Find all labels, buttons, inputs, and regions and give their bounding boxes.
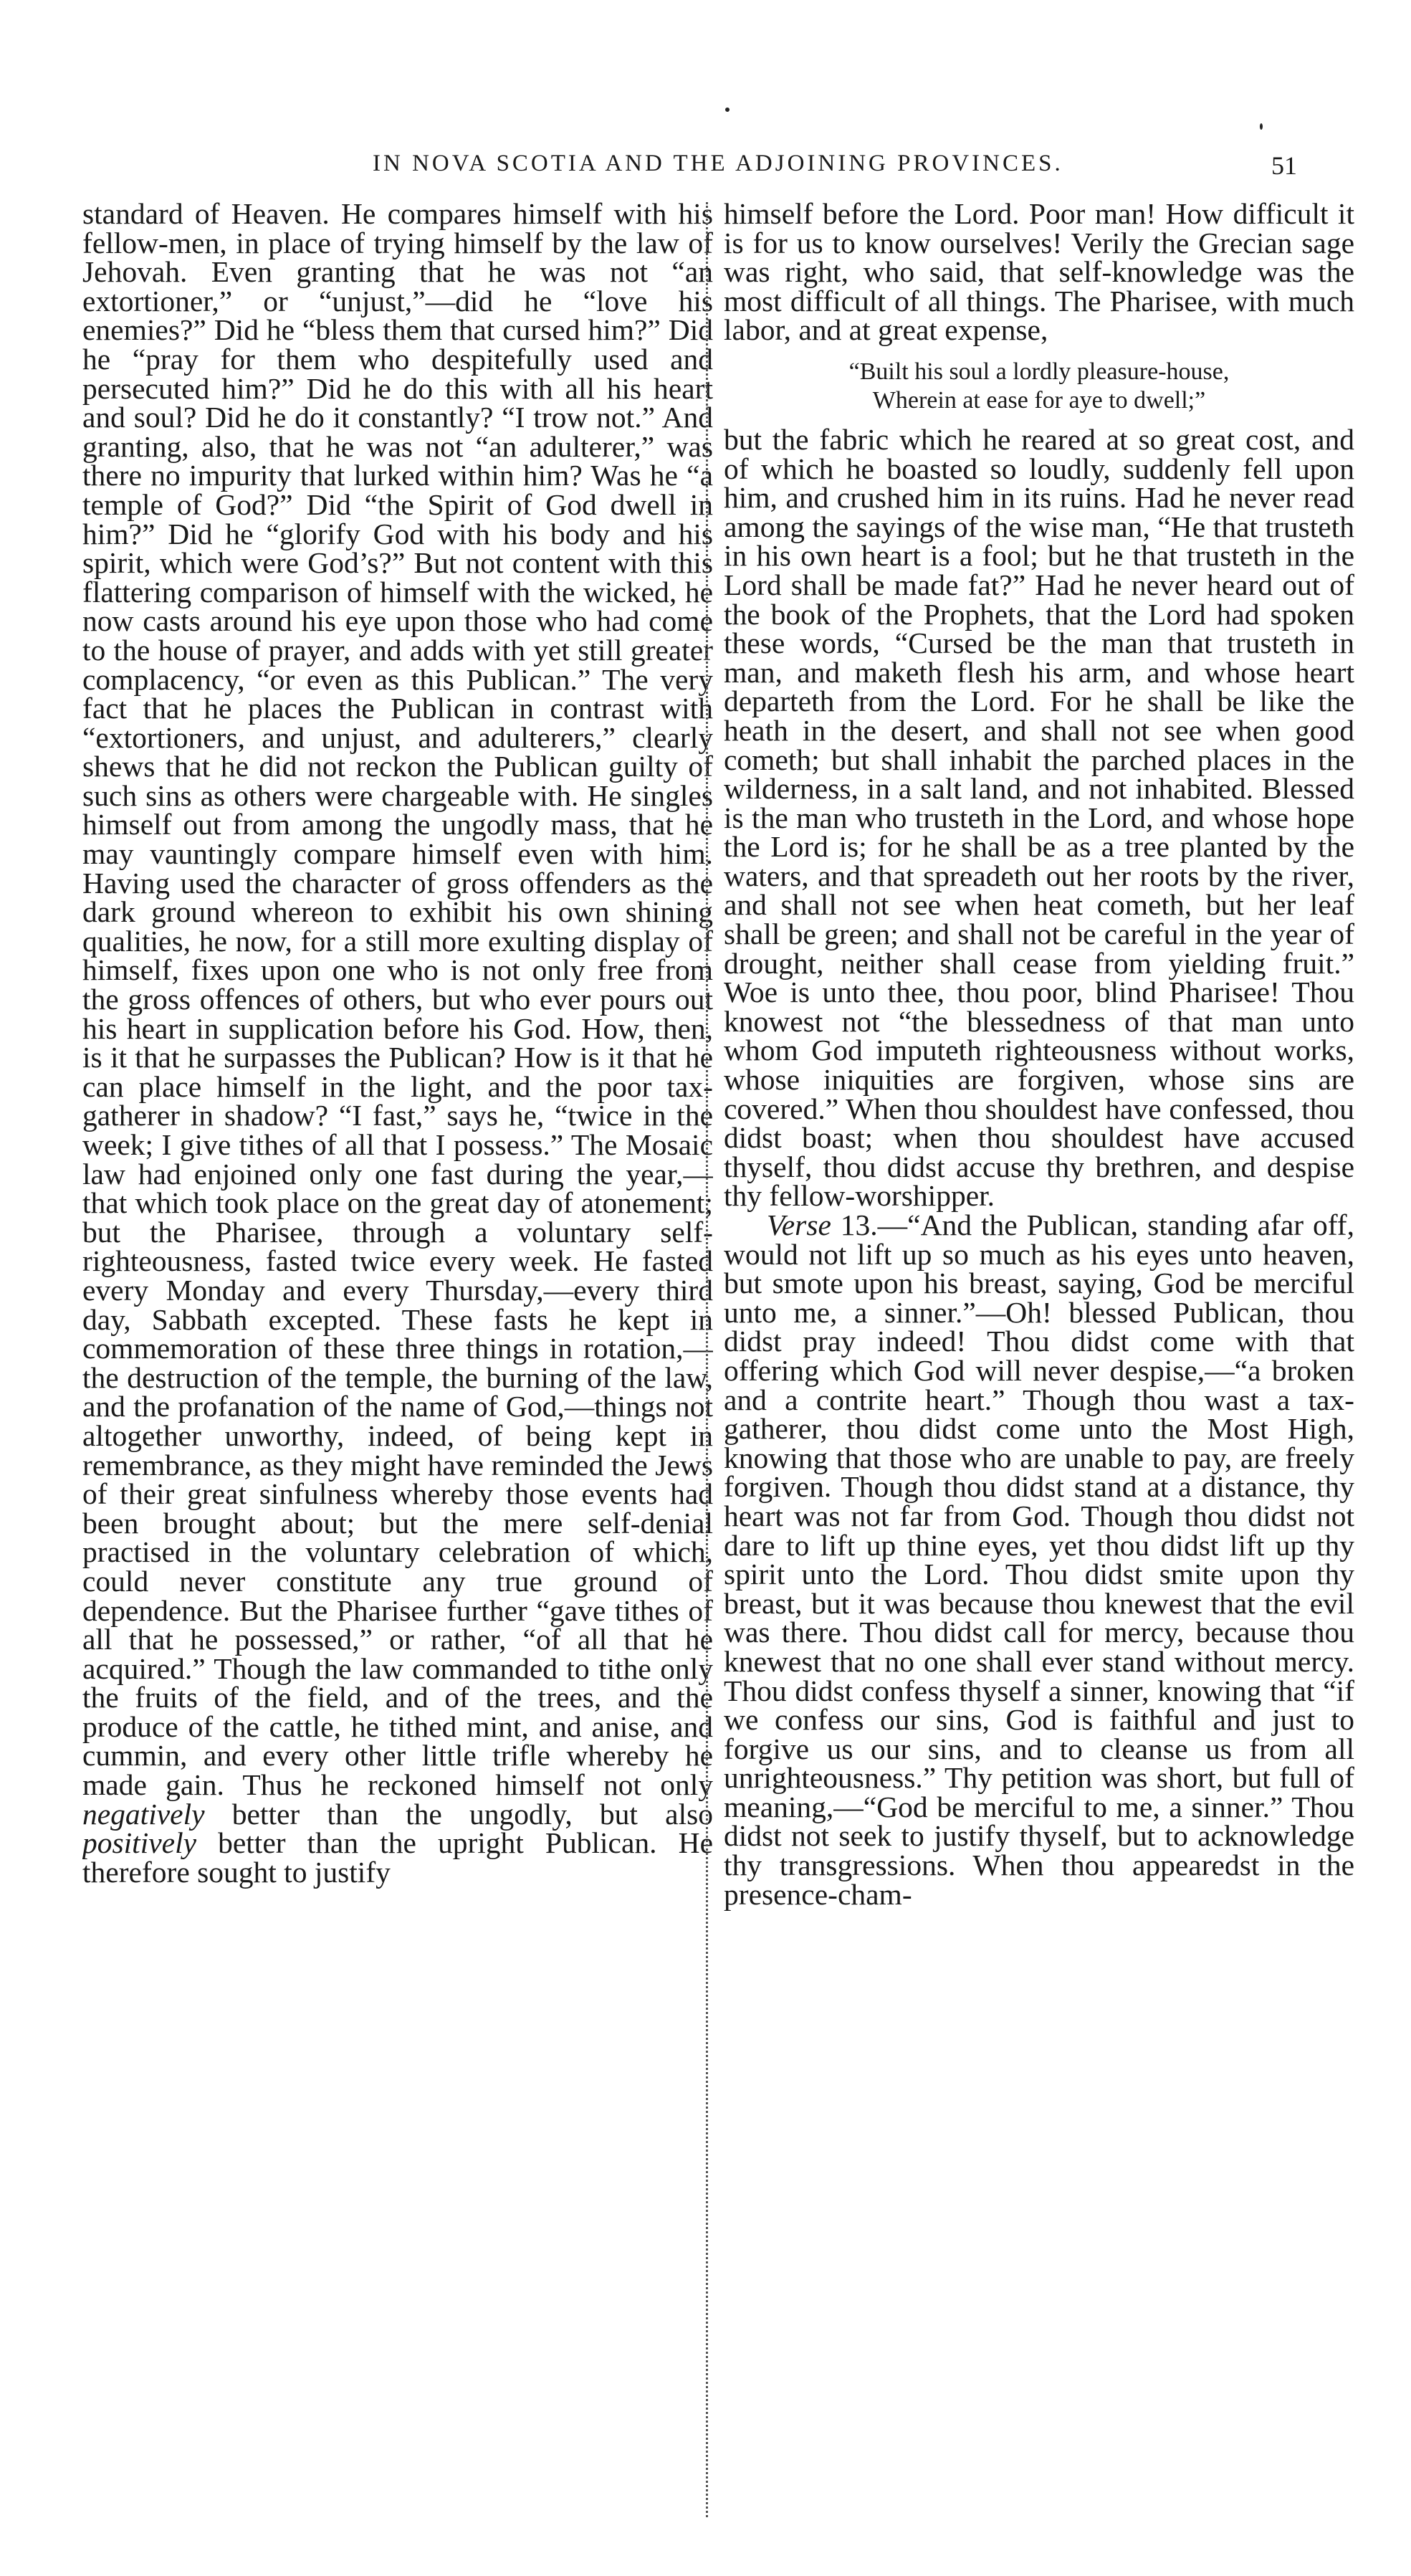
italic-word-negatively: negatively bbox=[82, 1797, 205, 1831]
right-paragraph-1: himself before the Lord. Poor man! How difficult it is for us to know ourselves! Verily the Grecian sage was right, who said, that self-knowledge was the most difficult of all things. The Pharisee, with much labor, and at great expense, bbox=[724, 199, 1354, 347]
right-paragraph-2: but the fabric which he reared at so great cost, and of which he boasted so loudly, suddenly fell upon him, and crushed him in its ruins. Had he never read among the sayings of the wise man, “He that trusteth in his own heart is a fool; but he that trusteth in the Lord shall be made fat?” Had he never heard out of the book of the Prophets, that the Lord had spoken these words, “Cursed be the man that trusteth in man, and maketh flesh his arm, and whose heart departeth from the Lord. For he shall be like the heath in the desert, and shall not see when good cometh; but shall inhabit the parched places in the wilderness, in a salt land, and not inhabited. Blessed is the man who trusteth in the Lord, and whose hope the Lord is; for he shall be as a tree planted by the waters, and that spreadeth out her roots by the river, and shall not see when heat cometh, but her leaf shall be green; and shall not be careful in the year of drought, neither shall cease from yielding fruit.” Woe is unto thee, thou poor, blind Pharisee! Thou knowest not “the blessedness of that man unto whom God imputeth righteousness without works, whose iniquities are forgiven, whose sins are covered.” When thou shouldest have confessed, thou didst boast; when thou shouldest have accused thyself, thou didst accuse thy brethren, and despise thy fellow-worshipper. bbox=[724, 422, 1354, 1213]
left-paragraph bbox=[82, 199, 713, 1889]
italic-word-positively: positively bbox=[82, 1826, 197, 1860]
column-divider bbox=[706, 202, 708, 2517]
left-paragraph-end: better than the upright Publican. He therefore sought to justify bbox=[82, 1826, 713, 1889]
print-speck bbox=[1260, 123, 1263, 130]
left-column bbox=[82, 199, 713, 2514]
print-speck bbox=[725, 108, 730, 112]
right-paragraph-3 bbox=[724, 1208, 1354, 1911]
left-paragraph-text: standard of Heaven. He compares himself with his fellow-men, in place of trying himself by the law of Jehovah. Even granting that he was not “an extortioner,” or “unjust,”—did he “love his enemies?” Did he “bless them that cursed him?” Did he “pray for them who despitefully used and persecuted him?” Did he do this with all his heart and soul? Did he do it constantly? “I trow not.” And granting, also, that he was not “an adulterer,” was there no impurity that lurked within him? Was he “a temple of God?” Did “the Spirit of God dwell in him?” Did he “glorify God with his body and his spirit, which were God’s?” But not content with this flattering comparison of himself with the wicked, he now casts around his eye upon those who had come to the house of prayer, and adds with yet still greater complacency, “or even as this Publican.” The very fact that he places the Publican in contrast with “extortioners, and unjust, and adulterers,” clearly shews that he did not reckon the Publican guilty of such sins as others were chargeable with. He singles himself out from among the ungodly mass, that he may vauntingly compare himself even with him. Having used the character of gross offenders as the dark ground whereon to exhibit his own shining qualities, he now, for a still more exulting display of himself, fixes upon one who is not only free from the gross offences of others, but who ever pours out his heart in supplication before his God. How, then, is it that he surpasses the Publican? How is it that he can place himself in the light, and the poor tax-gatherer in shadow? “I fast,” says he, “twice in the week; I give tithes of all that I possess.” The Mosaic law had enjoined only one fast during the year,—that which took place on the great day of atonement; but the Pharisee, through a voluntary self-righteousness, fasted twice every week. He fasted every Monday and every Thursday,—every third day, Sabbath excepted. These fasts he kept in commemoration of these three things in rotation,—the destruction of the temple, the burning of the law, and the profanation of the name of God,—things not altogether unworthy, indeed, of being kept in remembrance, as they might have reminded the Jews of their great sinfulness whereby those events had been brought about; but the mere self-denial practised in the voluntary celebration of which, could never constitute any true ground of dependence. But the Pharisee further “gave tithes of all that he possessed,” or rather, “of all that he acquired.” Though the law commanded to tithe only the fruits of the field, and of the trees, and the produce of the cattle, he tithed mint, and anise, and cummin, and every other little trifle whereby he made gain. Thus he reckoned himself not only bbox=[82, 199, 713, 1802]
running-title: IN NOVA SCOTIA AND THE ADJOINING PROVINCES. bbox=[373, 151, 1063, 176]
verse-label: Verse bbox=[767, 1208, 831, 1241]
left-paragraph-tail: better than the ungodly, but also bbox=[231, 1797, 713, 1831]
verse-13-text: 13.—“And the Publican, standing afar off, would not lift up so much as his eyes unto heaven, but smote upon his breast, saying, God be merciful unto me, a sinner.”—Oh! blessed Publican, thou didst pray indeed! Thou didst come with that offering which God will never despise,—“a broken and a contrite heart.” Though thou wast a tax-gatherer, thou didst come unto the Most High, knowing that those who are unable to pay, are freely forgiven. Though thou didst stand at a distance, thy heart was not far from God. Though thou didst not dare to lift up thine eyes, yet thou didst lift up thy spirit unto the Lord. Thou didst smite upon thy breast, but it was because thou knewest that the evil was there. Thou didst call for mercy, because thou knewest that no one shall ever stand without mercy. Thou didst confess thyself a sinner, knowing that “if we confess our sins, God is faithful and just to forgive us our sins, and to cleanse us from all unrighteousness.” Thy petition was short, but full of meaning,—“God be merciful to me, a sinner.” Thou didst not seek to justify thyself, but to acknowledge thy transgressions. When thou appearedst in the presence-cham- bbox=[724, 1208, 1354, 1911]
right-column bbox=[724, 199, 1354, 2514]
page-number: 51 bbox=[1271, 151, 1297, 180]
verse-quotation bbox=[724, 358, 1354, 415]
quote-line-1: “Built his soul a lordly pleasure-house, bbox=[848, 358, 1230, 385]
running-head bbox=[373, 151, 1297, 194]
quote-line-2: Wherein at ease for aye to dwell;” bbox=[872, 386, 1206, 414]
